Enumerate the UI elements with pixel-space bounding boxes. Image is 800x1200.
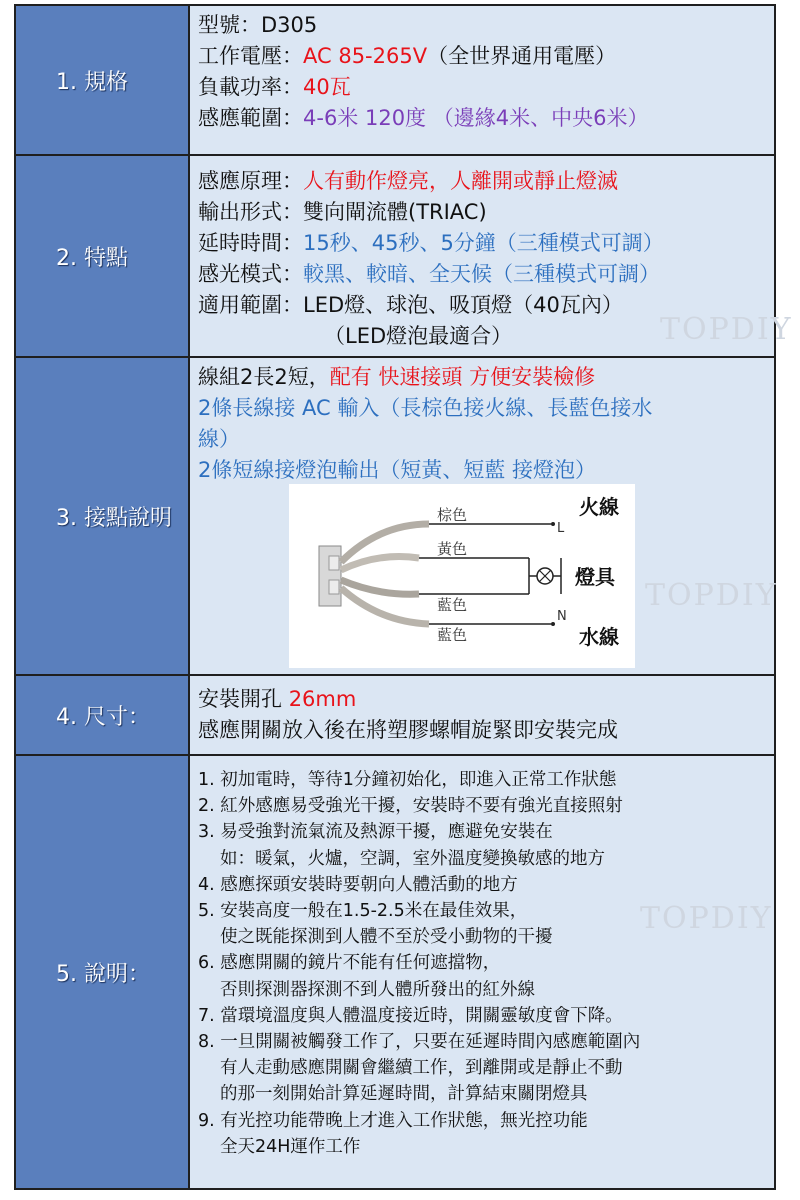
hole-prefix: 安裝開孔 bbox=[198, 687, 289, 711]
spec-label: 1. 規格 bbox=[16, 6, 190, 154]
terminal-l-label: L bbox=[557, 521, 565, 536]
power-prefix: 負載功率： bbox=[198, 75, 303, 99]
delay-prefix: 延時時間： bbox=[198, 231, 303, 255]
wiring-content bbox=[190, 358, 778, 674]
wiring-line2: 2條長線接 AC 輸入（長棕色接火線、長藍色接水 bbox=[198, 396, 653, 420]
output-value: 雙向閘流體(TRIAC) bbox=[303, 200, 487, 224]
watermark-text: TOPDIY bbox=[640, 901, 773, 936]
scope-value: LED燈、球泡、吸頂燈（40瓦內） bbox=[303, 293, 623, 317]
install-line: 感應開關放入後在將塑膠螺帽旋緊即安裝完成 bbox=[198, 718, 618, 742]
range-value: 4-6米 120度 （邊緣4米、中央6米） bbox=[303, 106, 649, 130]
model-line bbox=[198, 10, 766, 41]
wiring-diagram bbox=[289, 484, 635, 668]
note-item: 9. 有光控功能帶晚上才進入工作狀態，無光控功能 bbox=[198, 1110, 588, 1131]
output-prefix: 輸出形式： bbox=[198, 200, 303, 224]
terminal-n-label: N bbox=[557, 609, 567, 624]
water-line-label: 水線 bbox=[579, 625, 619, 649]
wire-label-yellow: 黃色 bbox=[437, 540, 468, 558]
hole-value: 26mm bbox=[288, 687, 357, 711]
watermark bbox=[645, 580, 778, 611]
light-mode-line bbox=[198, 259, 766, 290]
principle-prefix: 感應原理： bbox=[198, 169, 303, 193]
wiring-intro-text: 線組2長2短， bbox=[198, 365, 330, 389]
notes-row bbox=[14, 754, 776, 1190]
watermark bbox=[640, 901, 773, 936]
note-item: 有人走動感應開關會繼續工作，到離開或是靜止不動 bbox=[220, 1058, 623, 1079]
spec-row bbox=[14, 4, 776, 156]
notes-label: 5. 說明： bbox=[16, 756, 190, 1188]
wiring-line3: 線） bbox=[198, 427, 240, 451]
lamp-label: 燈具 bbox=[575, 565, 615, 589]
note-item: 全天24H運作工作 bbox=[220, 1136, 361, 1157]
watermark-text: TOPDIY bbox=[645, 578, 778, 613]
features-content bbox=[190, 156, 793, 356]
voltage-line bbox=[198, 41, 766, 72]
note-item: 3. 易受強對流氣流及熱源干擾，應避免安裝在 bbox=[198, 822, 553, 843]
size-label: 4. 尺寸： bbox=[16, 676, 190, 754]
connector-pin bbox=[329, 556, 339, 570]
principle-line bbox=[198, 166, 766, 197]
wiring-line4: 2條短線接燈泡輸出（短黃、短藍 接燈泡） bbox=[198, 458, 597, 482]
wire-label-brown: 棕色 bbox=[437, 506, 468, 524]
features-row bbox=[14, 154, 793, 358]
wire-yellow bbox=[341, 557, 419, 571]
features-label: 2. 特點 bbox=[16, 156, 190, 356]
principle-value: 人有動作燈亮，人離開或靜止燈滅 bbox=[303, 169, 618, 193]
note-item: 4. 感應探頭安裝時要朝向人體活動的地方 bbox=[198, 874, 518, 895]
watermark-text: TOPDIY bbox=[660, 312, 793, 347]
delay-line bbox=[198, 228, 766, 259]
note-item: 的那一刻開始計算延遲時間，計算結束關閉燈具 bbox=[220, 1084, 588, 1105]
size-row bbox=[14, 674, 776, 756]
wiring-intro-red: 配有 快速接頭 方便安裝檢修 bbox=[329, 365, 596, 389]
delay-value: 15秒、45秒、5分鐘（三種模式可調） bbox=[303, 231, 664, 255]
fire-line-label: 火線 bbox=[579, 495, 619, 519]
wiring-label: 3. 接點說明 bbox=[16, 358, 190, 674]
spec-content bbox=[190, 6, 774, 154]
note-item: 如：暖氣，火爐，空調，室外溫度變換敏感的地方 bbox=[220, 848, 605, 869]
note-item: 5. 安裝高度一般在1.5-2.5米在最佳效果， bbox=[198, 901, 528, 922]
power-value: 40瓦 bbox=[303, 75, 351, 99]
hole-line bbox=[198, 684, 766, 715]
voltage-value: AC 85-265V bbox=[303, 44, 428, 68]
wire-blue-short bbox=[341, 580, 419, 594]
note-item: 否則探測器探測不到人體所發出的紅外線 bbox=[220, 979, 535, 1000]
terminal-l-dot bbox=[551, 522, 555, 526]
connector-shape bbox=[319, 546, 341, 606]
note-item: 7. 當環境溫度與人體溫度接近時，開關靈敏度會下降。 bbox=[198, 1005, 623, 1026]
model-prefix: 型號： bbox=[198, 13, 261, 37]
note-item: 1. 初加電時，等待1分鐘初始化，即進入正常工作狀態 bbox=[198, 770, 617, 790]
scope-note: （LED燈泡最適合） bbox=[324, 324, 513, 348]
note-item: 2. 紅外感應易受強光干擾，安裝時不要有強光直接照射 bbox=[198, 796, 623, 817]
range-line bbox=[198, 103, 766, 134]
wire-label-blue-short: 藍色 bbox=[437, 596, 468, 614]
output-line bbox=[198, 197, 766, 228]
connector-pin bbox=[329, 580, 339, 594]
model-value: D305 bbox=[261, 13, 318, 37]
note-item: 6. 感應開關的鏡片不能有任何遮擋物， bbox=[198, 953, 501, 974]
light-mode-value: 較黑、較暗、全天候（三種模式可調） bbox=[303, 262, 660, 286]
wiring-row bbox=[14, 356, 776, 676]
light-mode-prefix: 感光模式： bbox=[198, 262, 303, 286]
note-item: 8. 一旦開關被觸發工作了，只要在延遲時間內感應範圍內 bbox=[198, 1032, 641, 1053]
voltage-suffix: （全世界通用電壓） bbox=[427, 44, 617, 68]
wiring-intro bbox=[198, 362, 766, 393]
range-prefix: 感應範圍： bbox=[198, 106, 303, 130]
notes-content bbox=[190, 756, 774, 1188]
size-content bbox=[190, 676, 774, 754]
wire-label-blue-long: 藍色 bbox=[437, 626, 468, 644]
wiring-diagram-svg bbox=[289, 484, 635, 668]
voltage-prefix: 工作電壓： bbox=[198, 44, 303, 68]
watermark bbox=[660, 314, 793, 345]
note-item: 使之既能探測到人體不至於受小動物的干擾 bbox=[220, 927, 553, 948]
terminal-n-dot bbox=[551, 622, 555, 626]
scope-prefix: 適用範圍： bbox=[198, 293, 303, 317]
power-line bbox=[198, 72, 766, 103]
